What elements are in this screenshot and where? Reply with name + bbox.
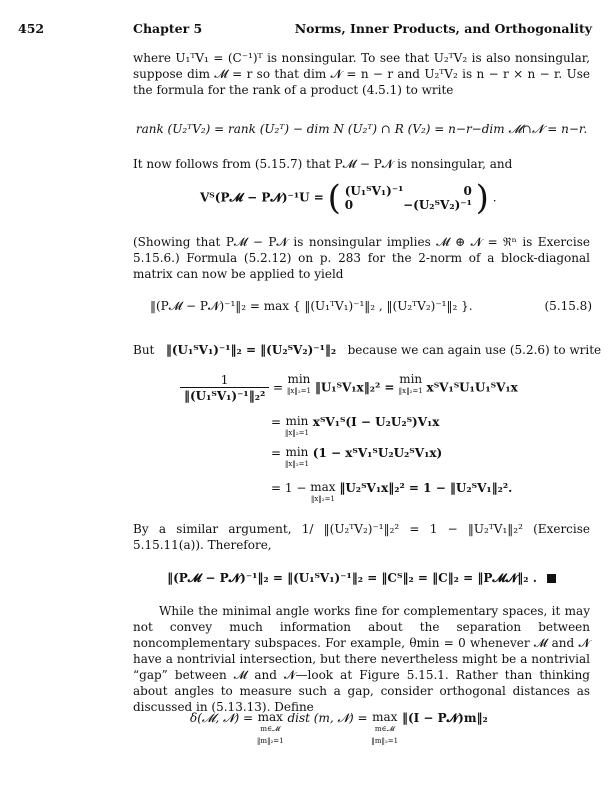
block-matrix	[345, 184, 472, 212]
matrix-entry-11: (U₁ᵀV₁)⁻¹	[344, 184, 404, 198]
fraction-denominator: ‖(U₁ᵀV₁)⁻¹‖₂²	[180, 387, 269, 403]
derivation-term-3: xᵀV₁ᵀ(I − U₂U₂ᵀ)V₁x	[312, 415, 440, 429]
paragraph-6: While the minimal angle works fine for complementary spaces, it may not convey much information about the separation between noncomplementary subspaces. For example, θmin = 0 whenever 𝓜 and 𝓝 have a nontrivial intersection, but there nevertheless might be a nontrivial “gap” between 𝓜 and 𝓝—look at Figure 5.15.1. Rather than thinking about angles to measure such a gap, consider orthogonal distances as discussed in (5.13.13). Define	[133, 604, 590, 714]
paragraph-2: It now follows from (5.15.7) that P𝓜 − P𝓝 is nonsingular, and	[133, 157, 513, 171]
para4-equation: ‖(U₁ᵀV₁)⁻¹‖₂ = ‖(U₂ᵀV₂)⁻¹‖₂	[165, 343, 337, 357]
derivation-line-1	[180, 373, 518, 403]
paragraph-1: where U₁ᵀV₁ = (C⁻¹)ᵀ is nonsingular. To see that U₂ᵀV₂ is also nonsingular, suppose dim 𝓜 = r so that dim 𝓝 = n − r and U₂ᵀV₂ is n − r × n − r. Use the formula for the rank of a product (4.5.1) to write	[133, 51, 590, 97]
matrix-entry-21: 0	[344, 198, 354, 212]
equation-5-15-8	[150, 299, 473, 314]
equation-label-5-15-8: (5.15.8)	[544, 299, 592, 313]
qed-square-icon	[547, 574, 556, 583]
paragraph-4	[133, 343, 602, 357]
max-operator-delta-1: max m∈𝓜 ‖m‖₂=1	[256, 710, 284, 745]
derivation-line-4	[271, 481, 512, 505]
derivation-eq-4: = 1 −	[271, 481, 307, 495]
matrix-lhs: Vᵀ(P𝓜 − P𝓝)⁻¹U =	[200, 190, 324, 205]
derivation-term-1: ‖U₁ᵀV₁x‖₂² =	[314, 380, 399, 395]
derivation-line-2	[271, 415, 439, 439]
max-operator: max ‖x‖₂=1	[310, 480, 336, 503]
derivation-term-5: ‖U₂ᵀV₁x‖₂² = 1 − ‖U₂ᵀV₁‖₂².	[339, 481, 513, 495]
eq-sign-3: =	[271, 446, 282, 460]
min-operator-4: min ‖x‖₂=1	[284, 445, 309, 468]
min-operator-1: min ‖x‖₂=1	[286, 372, 311, 395]
derivation-line-3	[271, 446, 442, 470]
final-equation	[133, 571, 590, 586]
chapter-title: Norms, Inner Products, and Orthogonality	[294, 21, 592, 36]
derivation-term-4: (1 − xᵀV₁ᵀU₂U₂ᵀV₁x)	[312, 446, 443, 460]
min-operator-3: min ‖x‖₂=1	[284, 414, 309, 437]
eq-sign-2: =	[271, 415, 282, 429]
delta-rhs: ‖(I − P𝓝)m‖₂	[401, 711, 488, 725]
matrix-end: .	[492, 190, 497, 205]
fraction-numerator: 1	[220, 373, 229, 387]
delta-mid: dist (m, 𝓝) =	[287, 711, 368, 725]
paragraph-3: (Showing that P𝓜 − P𝓝 is nonsingular implies 𝓜 ⊕ 𝓝 = ℜⁿ is Exercise 5.15.6.) Formula (5.2.12) on p. 283 for the 2-norm of a block-diagonal matrix can now be applied to yield	[133, 235, 590, 281]
derivation-eq-1: =	[273, 380, 287, 395]
max-operator-delta-2: max m∈𝓜 ‖m‖₂=1	[371, 710, 399, 745]
delta-definition	[190, 711, 488, 747]
matrix-entry-12: 0	[463, 184, 472, 198]
derivation-term-2: xᵀV₁ᵀU₁U₁ᵀV₁x	[426, 380, 518, 395]
matrix-entry-22: −(U₂ᵀV₂)⁻¹	[403, 198, 472, 212]
eq-5158-body: ‖(P𝓜 − P𝓝)⁻¹‖₂ = max { ‖(U₁ᵀV₁)⁻¹‖₂ , ‖(U₂ᵀV₂)⁻¹‖₂ }.	[150, 299, 473, 313]
matrix-row-1	[345, 184, 472, 198]
min-operator-2: min ‖x‖₂=1	[398, 372, 423, 395]
chapter-label: Chapter 5	[133, 21, 203, 36]
left-paren: (	[327, 178, 341, 218]
final-equation-text: ‖(P𝓜 − P𝓝)⁻¹‖₂ = ‖(U₁ᵀV₁)⁻¹‖₂ = ‖Cᵀ‖₂ = ‖C‖₂ = ‖P𝓜𝓝‖₂ .	[167, 571, 537, 585]
delta-lhs: δ(𝓜, 𝓝) =	[190, 711, 254, 725]
paragraph-5: By a similar argument, 1/ ‖(U₂ᵀV₂)⁻¹‖₂² = 1 − ‖U₂ᵀV₁‖₂² (Exercise 5.15.11(a)). Therefore,	[133, 522, 590, 552]
reciprocal-fraction	[180, 373, 269, 403]
page-number: 452	[18, 21, 45, 36]
rank-equation	[133, 122, 590, 137]
para4-tail: because we can again use (5.2.6) to write	[347, 343, 602, 357]
right-paren: )	[475, 178, 489, 218]
para4-lead: But	[133, 343, 155, 357]
block-matrix-equation	[200, 178, 497, 218]
rank-equation-text: rank (U₂ᵀV₂) = rank (U₂ᵀ) − dim N (U₂ᵀ) ∩ R (V₂) = n−r−dim 𝓜∩𝓝 = n−r.	[135, 122, 588, 136]
matrix-row-2	[345, 198, 472, 212]
